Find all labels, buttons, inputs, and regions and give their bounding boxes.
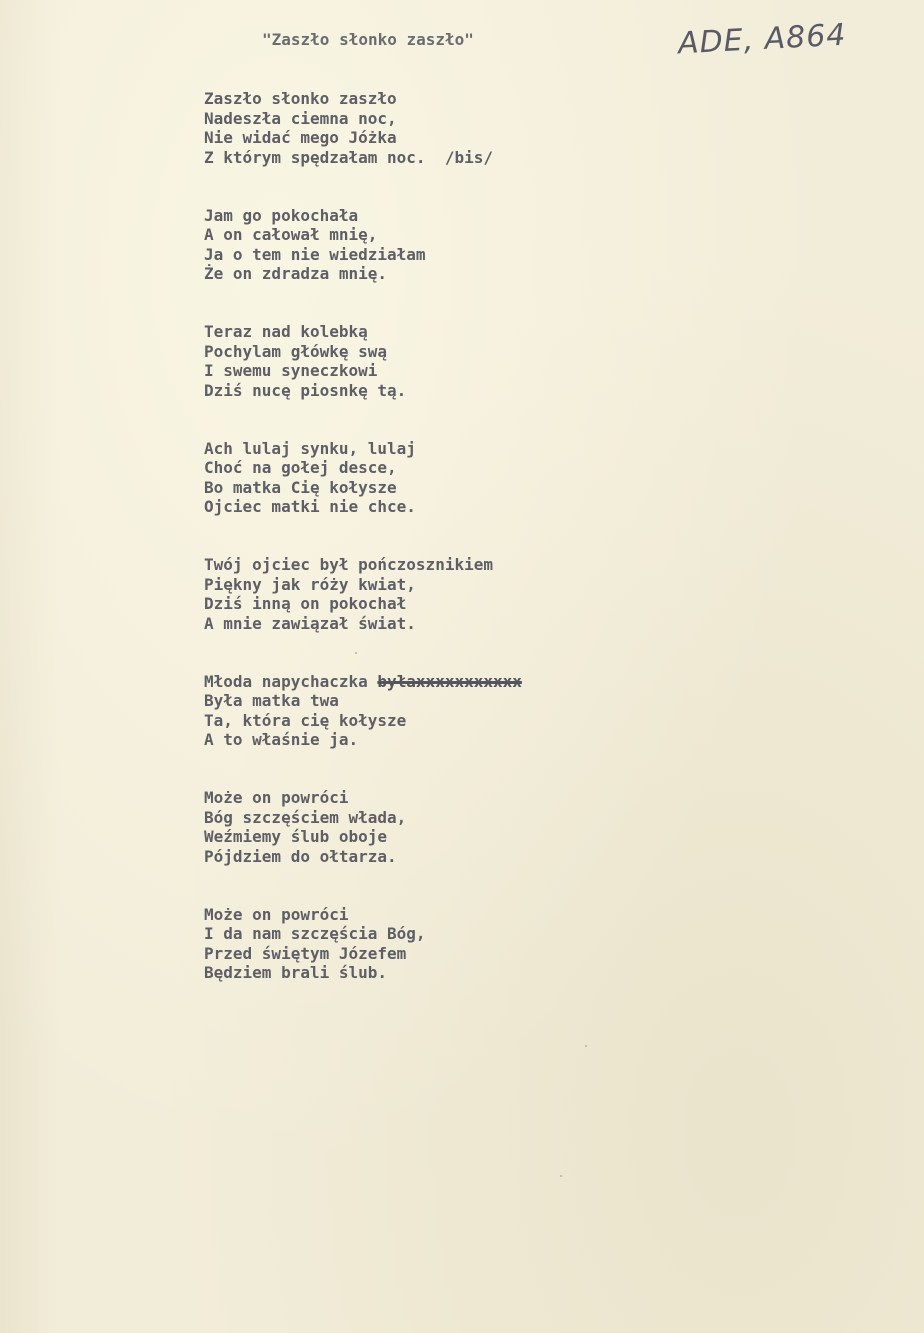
verse-line: Bóg szczęściem włada, (204, 807, 407, 827)
verse-line: Będziem brali ślub. (204, 963, 388, 982)
verse-line: Jam go pokochała (204, 205, 359, 225)
verse-line: A on całował mnię, (204, 225, 378, 244)
verse-text: Młoda napychaczka (204, 671, 378, 691)
verse-line: Była matka twa (204, 691, 339, 710)
poem-body (204, 89, 764, 1021)
verse-line: Może on powróci (204, 904, 349, 924)
stanza-6 (204, 672, 764, 750)
stanza-8 (204, 905, 764, 983)
paper-speck (585, 1045, 587, 1047)
stanza-1 (204, 89, 764, 167)
verse-line-with-strikeout (204, 672, 764, 692)
verse-line: Zaszło słonko zaszło (204, 89, 397, 108)
verse-line: A to właśnie ja. (204, 730, 359, 749)
verse-line: Ojciec matki nie chce. (204, 497, 416, 516)
verse-line: Twój ojciec był pończosznikiem (204, 555, 493, 574)
paper-speck (560, 1175, 562, 1177)
verse-line: Teraz nad kolebką (204, 322, 368, 341)
stanza-5 (204, 555, 764, 633)
verse-line: Dziś nucę piosnkę tą. (204, 380, 407, 400)
verse-line: Piękny jak róży kwiat, (204, 574, 416, 594)
verse-line: I swemu syneczkowi (204, 361, 378, 380)
stanza-7 (204, 788, 764, 866)
paper-speck (355, 652, 357, 654)
stanza-2 (204, 206, 764, 284)
verse-line: Bo matka Cię kołysze (204, 477, 397, 497)
verse-line: Pójdziem do ołtarza. (204, 846, 397, 866)
stanza-4 (204, 439, 764, 517)
archive-signature: ADE, A864 (677, 17, 848, 62)
verse-line: Choć na gołej desce, (204, 458, 397, 477)
verse-line: A mnie zawiązał świat. (204, 613, 416, 633)
poem-title: "Zaszło słonko zaszło" (262, 30, 474, 49)
verse-line: Weźmiemy ślub oboje (204, 827, 388, 846)
verse-line: Nie widać mego Jóżka (204, 128, 397, 147)
verse-line: Nadeszła ciemna noc, (204, 108, 397, 128)
verse-line: Ta, która cię kołysze (204, 710, 407, 730)
verse-line: Dziś inną on pokochał (204, 594, 407, 613)
verse-line: I da nam szczęścia Bóg, (204, 924, 426, 943)
struck-out-text: byłaxxxxxxxxxxx (377, 671, 522, 691)
verse-line: Może on powróci (204, 788, 349, 807)
verse-line: Ja o tem nie wiedziałam (204, 244, 426, 264)
verse-line: Pochylam główkę swą (204, 341, 388, 361)
stanza-3 (204, 322, 764, 400)
verse-line: Z którym spędzałam noc. /bis/ (204, 147, 493, 167)
verse-line: Że on zdradza mnię. (204, 264, 388, 283)
verse-line: Przed świętym Józefem (204, 943, 407, 963)
verse-line: Ach lulaj synku, lulaj (204, 438, 416, 458)
